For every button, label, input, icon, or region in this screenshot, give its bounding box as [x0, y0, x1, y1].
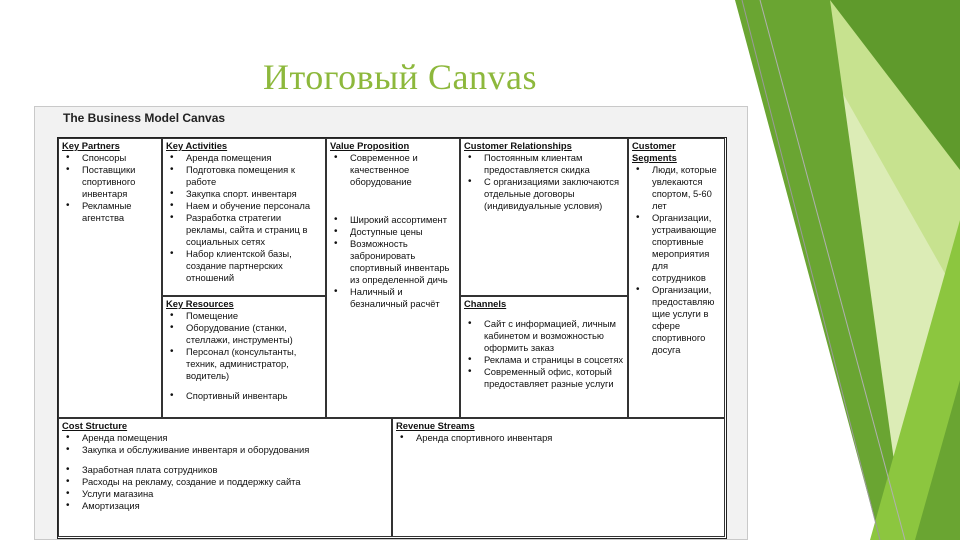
key-activities-section	[162, 138, 326, 296]
list-item: • С организациями заключаются отдельные договоры (индивидуальные условия)	[464, 176, 624, 212]
customer-relationships-title: Customer Relationships	[464, 140, 572, 151]
list-item: • Люди, которые увлекаются спортом, 5-60 лет	[632, 164, 721, 212]
channels-section	[460, 296, 628, 418]
list-item: • Организации, предоставляю щие услуги в сфере спортивного досуга	[632, 284, 721, 356]
list-item: • Помещение	[166, 310, 322, 322]
list-item: • Возможность забронировать спортивный инвентарь из определенной дичь	[330, 238, 456, 286]
cost-structure-section	[58, 418, 392, 537]
channels-title: Channels	[464, 298, 507, 309]
value-proposition-title: Value Proposition	[330, 140, 410, 151]
list-item: • Спортивный инвентарь	[166, 390, 322, 402]
business-model-canvas-image	[34, 106, 748, 540]
list-item: • Постоянным клиентам предоставляется скидка	[464, 152, 624, 176]
list-item: • Расходы на рекламу, создание и поддержку сайта	[62, 476, 388, 488]
list-item: • Поставщики спортивного инвентаря	[62, 164, 158, 200]
list-item: • Набор клиентской базы, создание партнерских отношений	[166, 248, 322, 284]
list-item: • Широкий ассортимент	[330, 214, 456, 226]
list-item: • Аренда спортивного инвентаря	[396, 432, 721, 444]
list-item: • Реклама и страницы в соцсетях	[464, 354, 624, 366]
list-item: • Закупка и обслуживание инвентаря и оборудования	[62, 444, 388, 456]
key-activities-title: Key Activities	[166, 140, 228, 151]
key-resources-section	[162, 296, 326, 418]
canvas-grid	[57, 137, 727, 539]
list-item: • Персонал (консультанты, техник, администратор, водитель)	[166, 346, 322, 382]
key-resources-title: Key Resources	[166, 298, 234, 309]
list-item: • Подготовка помещения к работе	[166, 164, 322, 188]
revenue-streams-section	[392, 418, 725, 537]
list-item: • Закупка спорт. инвентаря	[166, 188, 322, 200]
customer-segments-title: Customer Segments	[632, 140, 677, 163]
list-item: • Организации, устраивающие спортивные мероприятия для сотрудников	[632, 212, 721, 284]
list-item: • Оборудование (станки, стеллажи, инструменты)	[166, 322, 322, 346]
list-item: • Наем и обучение персонала	[166, 200, 322, 212]
list-item: • Наличный и безналичный расчёт	[330, 286, 456, 310]
slide-title: Итоговый Canvas	[262, 57, 538, 97]
list-item: • Современный офис, который предоставляет разные услуги	[464, 366, 624, 390]
list-item: • Рекламные агентства	[62, 200, 158, 224]
list-item: • Сайт с информацией, личным кабинетом и возможностью оформить заказ	[464, 318, 624, 354]
revenue-streams-title: Revenue Streams	[396, 420, 475, 431]
list-item: • Аренда помещения	[62, 432, 388, 444]
list-item: • Современное и качественное оборудование	[330, 152, 456, 188]
list-item: • Аренда помещения	[166, 152, 322, 164]
customer-segments-section	[628, 138, 725, 418]
key-partners-section	[58, 138, 162, 418]
list-item: • Заработная плата сотрудников	[62, 464, 388, 476]
value-proposition-section	[326, 138, 460, 418]
canvas-heading: The Business Model Canvas	[63, 111, 226, 125]
cost-structure-title: Cost Structure	[62, 420, 128, 431]
list-item: • Спонсоры	[62, 152, 158, 164]
list-item: • Амортизация	[62, 500, 388, 512]
key-partners-title: Key Partners	[62, 140, 120, 151]
list-item: • Доступные цены	[330, 226, 456, 238]
list-item: • Услуги магазина	[62, 488, 388, 500]
customer-relationships-section	[460, 138, 628, 296]
list-item: • Разработка стратегии рекламы, сайта и страниц в социальных сетях	[166, 212, 322, 248]
